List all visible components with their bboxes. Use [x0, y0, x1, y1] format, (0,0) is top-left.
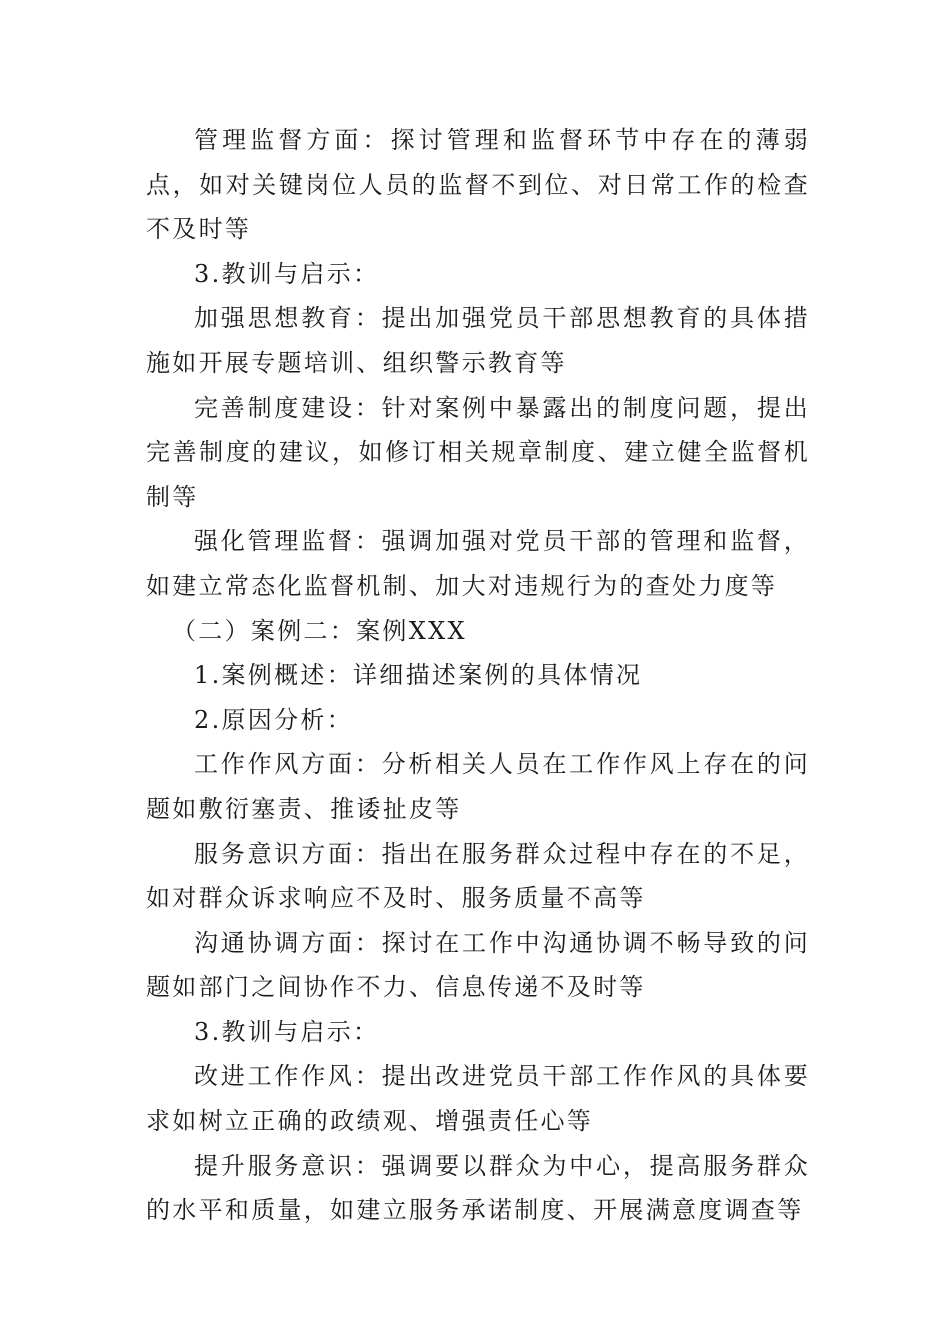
paragraph-work-style: 工作作风方面：分析相关人员在工作作风上存在的问题如敷衍塞责、推诿扯皮等: [146, 750, 810, 823]
subheading-cause-analysis: 2.原因分析：: [194, 705, 353, 734]
paragraph-strengthen-supervision: 强化管理监督：强调加强对党员干部的管理和监督，如建立常态化监督机制、加大对违规行为的查处力度等: [146, 527, 810, 600]
section-heading-case-two: （二）案例二：案例XXX: [172, 616, 467, 645]
subheading-lessons-1: 3.教训与启示：: [194, 259, 380, 288]
paragraph-improve-service: 提升服务意识：强调要以群众为中心，提高服务群众的水平和质量，如建立服务承诺制度、开展满意度调查等: [146, 1151, 810, 1225]
subheading-lessons-2: 3.教训与启示：: [194, 1017, 380, 1046]
subheading-case-overview: 1.案例概述：详细描述案例的具体情况: [194, 661, 643, 690]
document-body: [146, 118, 810, 1233]
paragraph-ideological-education: 加强思想教育：提出加强党员干部思想教育的具体措施如开展专题培训、组织警示教育等: [146, 304, 810, 377]
paragraph-system-building: 完善制度建设：针对案例中暴露出的制度问题，提出完善制度的建议，如修订相关规章制度、建立健全监督机制等: [146, 393, 810, 511]
paragraph-service-awareness: 服务意识方面：指出在服务群众过程中存在的不足，如对群众诉求响应不及时、服务质量不高等: [146, 839, 810, 913]
paragraph-management-supervision: 管理监督方面：探讨管理和监督环节中存在的薄弱点，如对关键岗位人员的监督不到位、对日常工作的检查不及时等: [146, 126, 810, 244]
paragraph-improve-work-style: 改进工作作风：提出改进党员干部工作作风的具体要求如树立正确的政绩观、增强责任心等: [146, 1062, 810, 1136]
paragraph-communication: 沟通协调方面：探讨在工作中沟通协调不畅导致的问题如部门之间协作不力、信息传递不及时等: [146, 928, 810, 1002]
